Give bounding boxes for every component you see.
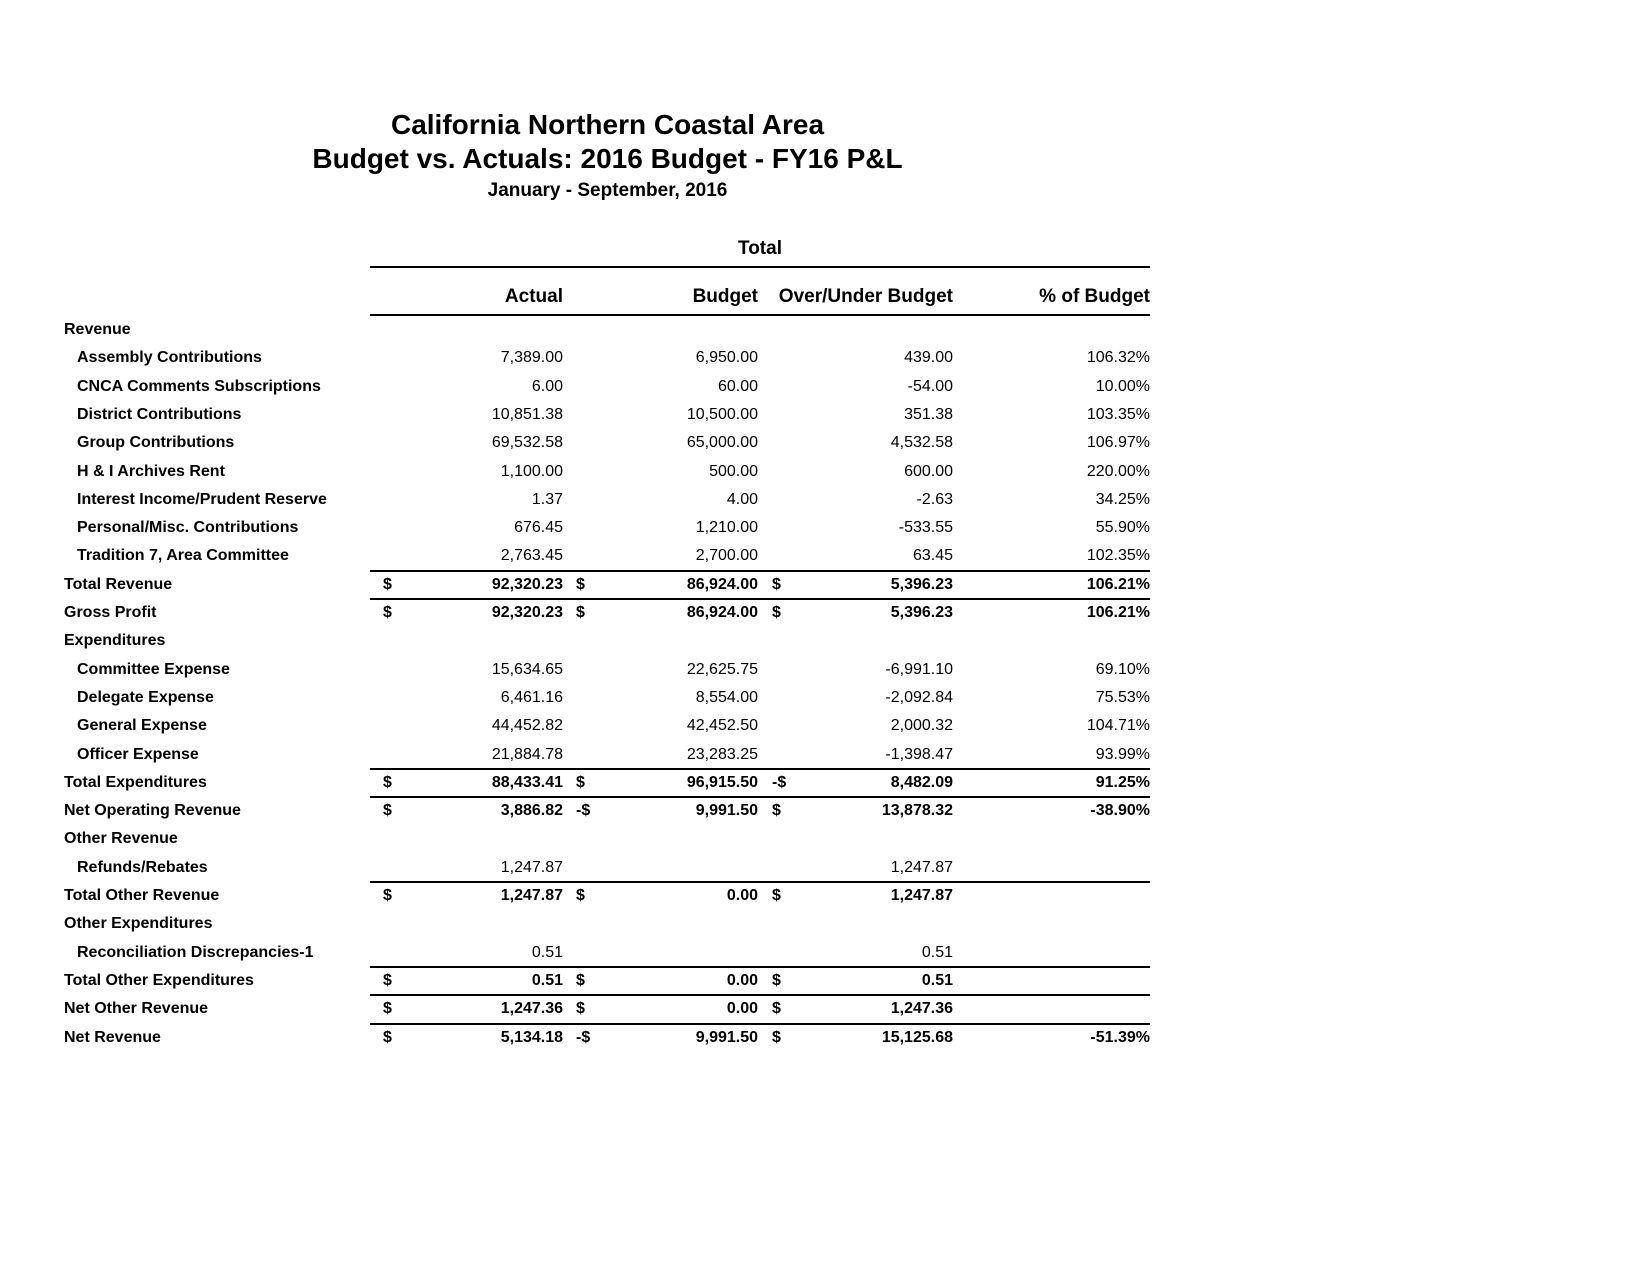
table-row: [0, 741, 1650, 769]
row-label: District Contributions: [77, 405, 242, 423]
dollar-sign-over: $: [772, 1000, 781, 1018]
table-row: [0, 684, 1650, 712]
cell-budget: 0.00: [726, 887, 758, 904]
cell-over-under: 5,396.23: [890, 575, 953, 593]
cell-budget: 9,991.50: [695, 1028, 758, 1046]
cell-over-under: 0.51: [921, 971, 953, 989]
organization-title: California Northern Coastal Area: [390, 109, 825, 140]
cell-pct-budget: -38.90%: [1090, 802, 1150, 820]
cell-pct-budget: 55.90%: [1095, 519, 1150, 537]
table-row: [0, 599, 1650, 627]
table-row: [0, 542, 1650, 570]
table-row: [0, 344, 1650, 372]
dollar-sign-budget: $: [576, 1000, 585, 1018]
row-label: Delegate Expense: [77, 688, 214, 706]
cell-budget: 9,991.50: [695, 802, 758, 820]
dollar-sign-over: $: [772, 971, 781, 989]
cell-over-under: -6,991.10: [885, 660, 953, 678]
cell-pct-budget: 93.99%: [1095, 745, 1150, 763]
dollar-sign-actual: $: [383, 887, 392, 904]
cell-actual: 21,884.78: [491, 745, 563, 763]
total-rule: [370, 570, 1150, 572]
cell-pct-budget: 75.53%: [1095, 688, 1150, 706]
cell-actual: 6.00: [531, 377, 563, 395]
cell-pct-budget: 106.97%: [1086, 434, 1150, 452]
row-label: Total Other Revenue: [64, 887, 220, 904]
dollar-sign-actual: $: [383, 575, 392, 593]
total-rule: [370, 994, 1150, 996]
dollar-sign-over: $: [772, 604, 781, 621]
cell-actual: 1,247.87: [500, 858, 563, 876]
cell-actual: 15,634.65: [491, 660, 563, 678]
table-row: [0, 316, 1650, 344]
cell-pct-budget: 69.10%: [1095, 660, 1150, 678]
cell-actual: 10,851.38: [491, 405, 563, 423]
table-row: [0, 486, 1650, 514]
cell-actual: 1,247.36: [500, 1000, 563, 1018]
cell-over-under: -54.00: [907, 377, 953, 395]
cell-pct-budget: 102.35%: [1086, 547, 1150, 565]
table-row: [0, 825, 1650, 853]
cell-budget: 42,452.50: [686, 717, 758, 735]
row-label: Gross Profit: [64, 604, 157, 621]
cell-budget: 0.00: [726, 971, 758, 989]
table-row: [0, 882, 1650, 910]
total-rule: [370, 966, 1150, 968]
cell-actual: 676.45: [514, 519, 563, 537]
total-rule: [370, 598, 1150, 600]
column-header-budget: Budget: [692, 286, 758, 307]
table-row: [0, 401, 1650, 429]
table-row: [0, 967, 1650, 995]
dollar-sign-budget: $: [576, 773, 585, 791]
cell-budget: 6,950.00: [695, 349, 758, 367]
total-rule: [370, 1023, 1150, 1025]
cell-actual: 6,461.16: [500, 688, 563, 706]
total-rule: [370, 796, 1150, 798]
row-label: Officer Expense: [77, 745, 199, 763]
row-label: Net Operating Revenue: [64, 802, 241, 820]
table-row: [0, 854, 1650, 882]
cell-budget: 2,700.00: [695, 547, 758, 565]
table-row: [0, 656, 1650, 684]
cell-over-under: 1,247.87: [890, 858, 953, 876]
table-row: [0, 939, 1650, 967]
table-row: [0, 458, 1650, 486]
cell-over-under: 351.38: [904, 405, 953, 423]
dollar-sign-budget: -$: [576, 1028, 591, 1046]
cell-actual: 44,452.82: [491, 717, 563, 735]
cell-pct-budget: 10.00%: [1095, 377, 1150, 395]
table-row: [0, 571, 1650, 599]
cell-over-under: 439.00: [904, 349, 953, 367]
cell-over-under: 5,396.23: [890, 604, 953, 621]
cell-over-under: 4,532.58: [890, 434, 953, 452]
table-row: [0, 712, 1650, 740]
dollar-sign-budget: -$: [576, 802, 591, 820]
row-label: Net Revenue: [64, 1028, 161, 1046]
cell-budget: 96,915.50: [686, 773, 758, 791]
cell-actual: 1,100.00: [500, 462, 563, 480]
cell-over-under: -2,092.84: [885, 688, 953, 706]
cell-actual: 5,134.18: [500, 1028, 563, 1046]
cell-actual: 1,247.87: [500, 887, 563, 904]
row-label: Other Revenue: [64, 830, 178, 848]
cell-pct-budget: -51.39%: [1090, 1028, 1150, 1046]
cell-budget: 0.00: [726, 1000, 758, 1018]
table-row: [0, 514, 1650, 542]
cell-actual: 0.51: [531, 971, 563, 989]
cell-actual: 88,433.41: [491, 773, 563, 791]
cell-pct-budget: 106.32%: [1086, 349, 1150, 367]
dollar-sign-actual: $: [383, 773, 392, 791]
column-group-header: Total: [738, 238, 782, 259]
cell-budget: 23,283.25: [686, 745, 758, 763]
dollar-sign-over: -$: [772, 773, 787, 791]
cell-pct-budget: 34.25%: [1095, 490, 1150, 508]
report-period: January - September, 2016: [487, 180, 728, 201]
row-label: General Expense: [77, 717, 207, 735]
cell-over-under: 1,247.36: [890, 1000, 953, 1018]
row-label: Expenditures: [64, 632, 166, 650]
cell-actual: 0.51: [531, 943, 563, 961]
cell-over-under: 2,000.32: [890, 717, 953, 735]
row-label: Assembly Contributions: [77, 349, 262, 367]
table-row: [0, 910, 1650, 938]
row-label: CNCA Comments Subscriptions: [77, 377, 321, 395]
cell-pct-budget: 103.35%: [1086, 405, 1150, 423]
dollar-sign-actual: $: [383, 1028, 392, 1046]
total-rule: [370, 768, 1150, 770]
row-label: Refunds/Rebates: [77, 858, 208, 876]
cell-over-under: 600.00: [904, 462, 953, 480]
cell-over-under: 63.45: [912, 547, 953, 565]
row-label: Total Other Expenditures: [64, 971, 254, 989]
header-rule-top: [370, 266, 1150, 268]
column-header-pct-budget: % of Budget: [1039, 286, 1150, 307]
table-row: [0, 769, 1650, 797]
row-label: Revenue: [64, 321, 131, 338]
cell-over-under: 1,247.87: [890, 887, 953, 904]
dollar-sign-actual: $: [383, 604, 392, 621]
cell-budget: 500.00: [709, 462, 758, 480]
table-row: [0, 373, 1650, 401]
cell-over-under: -1,398.47: [885, 745, 953, 763]
cell-over-under: 13,878.32: [881, 802, 953, 820]
cell-budget: 1,210.00: [695, 519, 758, 537]
cell-actual: 7,389.00: [500, 349, 563, 367]
cell-budget: 8,554.00: [695, 688, 758, 706]
row-label: Other Expenditures: [64, 915, 213, 933]
dollar-sign-over: $: [772, 887, 781, 904]
row-label: Committee Expense: [77, 660, 230, 678]
cell-budget: 10,500.00: [686, 405, 758, 423]
cell-budget: 60.00: [717, 377, 758, 395]
row-label: Tradition 7, Area Committee: [77, 547, 289, 565]
dollar-sign-budget: $: [576, 887, 585, 904]
table-row: [0, 1024, 1650, 1052]
column-header-actual: Actual: [504, 286, 563, 307]
row-label: Group Contributions: [77, 434, 235, 452]
dollar-sign-budget: $: [576, 575, 585, 593]
cell-pct-budget: 220.00%: [1086, 462, 1150, 480]
dollar-sign-actual: $: [383, 1000, 392, 1018]
dollar-sign-over: $: [772, 1028, 781, 1046]
cell-budget: 22,625.75: [686, 660, 758, 678]
dollar-sign-over: $: [772, 802, 781, 820]
cell-actual: 2,763.45: [500, 547, 563, 565]
cell-pct-budget: 106.21%: [1086, 604, 1150, 621]
cell-over-under: 15,125.68: [881, 1028, 953, 1046]
cell-budget: 86,924.00: [686, 604, 758, 621]
cell-pct-budget: 91.25%: [1095, 773, 1150, 791]
cell-budget: 4.00: [726, 490, 758, 508]
dollar-sign-budget: $: [576, 971, 585, 989]
row-label: Reconciliation Discrepancies-1: [77, 943, 314, 961]
cell-over-under: -2.63: [916, 490, 953, 508]
cell-pct-budget: 106.21%: [1086, 575, 1150, 593]
cell-over-under: -533.55: [898, 519, 953, 537]
dollar-sign-over: $: [772, 575, 781, 593]
dollar-sign-actual: $: [383, 971, 392, 989]
total-rule: [370, 881, 1150, 883]
cell-actual: 92,320.23: [491, 575, 563, 593]
column-header-over-under: Over/Under Budget: [778, 286, 953, 307]
dollar-sign-actual: $: [383, 802, 392, 820]
cell-budget: 86,924.00: [686, 575, 758, 593]
cell-over-under: 8,482.09: [890, 773, 953, 791]
row-label: H & I Archives Rent: [77, 462, 225, 480]
row-label: Personal/Misc. Contributions: [77, 519, 299, 537]
table-row: [0, 797, 1650, 825]
dollar-sign-budget: $: [576, 604, 585, 621]
cell-over-under: 0.51: [921, 943, 953, 961]
cell-actual: 3,886.82: [500, 802, 563, 820]
row-label: Interest Income/Prudent Reserve: [77, 490, 327, 508]
row-label: Total Revenue: [64, 575, 173, 593]
cell-actual: 92,320.23: [491, 604, 563, 621]
table-row: [0, 995, 1650, 1023]
report-title: Budget vs. Actuals: 2016 Budget - FY16 P&L: [312, 143, 903, 174]
row-label: Total Expenditures: [64, 773, 207, 791]
cell-pct-budget: 104.71%: [1086, 717, 1150, 735]
cell-actual: 1.37: [531, 490, 563, 508]
cell-actual: 69,532.58: [491, 434, 563, 452]
row-label: Net Other Revenue: [64, 1000, 209, 1018]
table-row: [0, 627, 1650, 655]
table-row: [0, 429, 1650, 457]
cell-budget: 65,000.00: [686, 434, 758, 452]
